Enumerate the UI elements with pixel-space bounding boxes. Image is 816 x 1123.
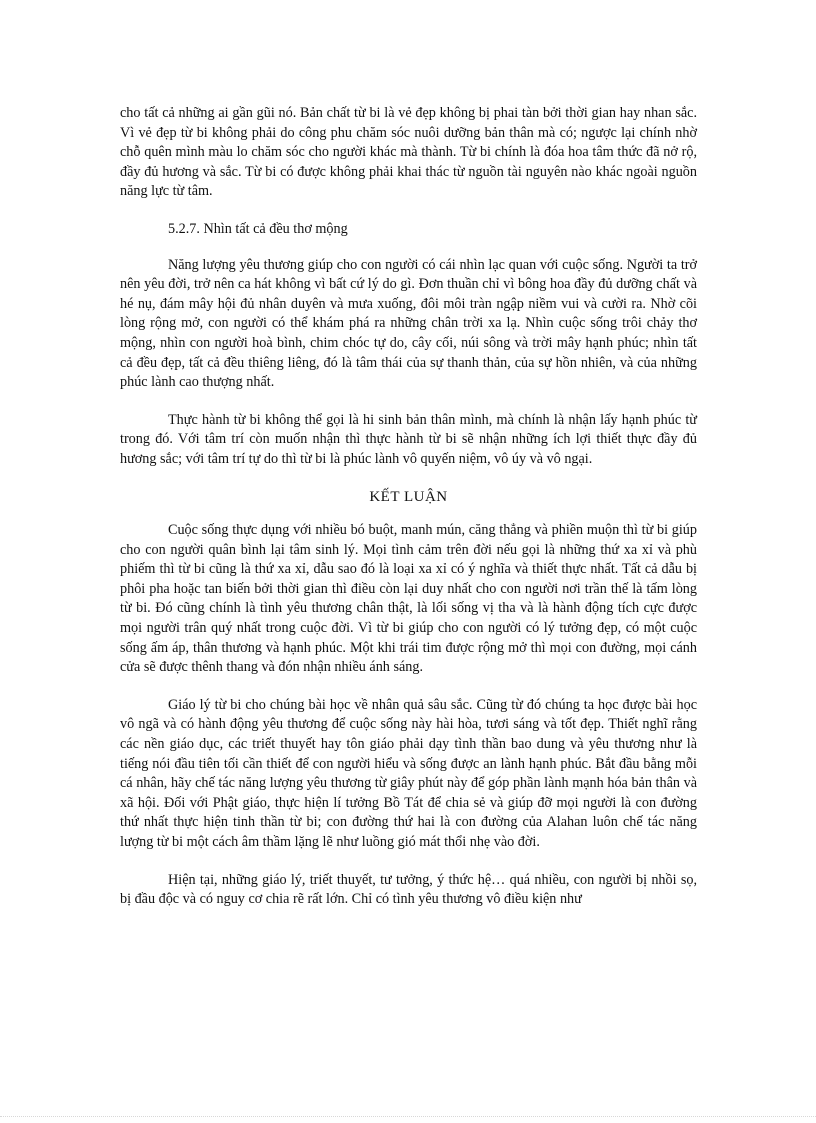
conclusion-heading: KẾT LUẬN — [369, 488, 448, 505]
page-bottom-divider — [0, 1116, 816, 1117]
paragraph: cho tất cả những ai gần gũi nó. Bản chất từ bi là vẻ đẹp không bị phai tàn bởi thời gian hay nhan sắc. Vì vẻ đẹp từ bi không phải do công phu chăm sóc nuôi dưỡng bản thân mà có; ngược lại chính nhờ chỗ quên mình màu lo chăm sóc cho người khác mà thành. Từ bi chính là đóa hoa tâm thức đã nở rộ, đầy đủ hương và sắc. Từ bi có được không phải khai thác từ nguồn tài nguyên nào khác ngoài nguồn năng lực từ tâm. — [120, 105, 697, 200]
paragraph: Hiện tại, những giáo lý, triết thuyết, tư tưởng, ý thức hệ… quá nhiều, con người bị nhồi sọ, bị đầu độc và có nguy cơ chia rẽ rất lớn. Chỉ có tình yêu thương vô điều kiện như — [120, 871, 697, 908]
paragraph: Thực hành từ bi không thể gọi là hi sinh bản thân mình, mà chính là nhận lấy hạnh phúc từ trong đó. Với tâm trí còn muốn nhận thì thực hành từ bi sẽ nhận những ích lợi thiết thực đầy đủ hương sắc; với tâm trí tự do thì từ bi là phúc lành vô quyến niệm, vô úy và vô ngại. — [120, 411, 697, 467]
paragraph: Giáo lý từ bi cho chúng bài học về nhân quả sâu sắc. Cũng từ đó chúng ta học được bài học vô ngã và có hành động yêu thương để cuộc sống này hài hòa, tươi sáng và tốt đẹp. Thiết nghĩ rằng các nền giáo dục, các triết thuyết hay tôn giáo phải dạy tình thần bao dung và yêu thương như là tiếng nói đầu tiên tối cần thiết để con người hiểu và sống được an lành hạnh phúc. Bắt đầu bằng mỗi cá nhân, hãy chế tác năng lượng yêu thương từ giây phút này để góp phần lành mạnh hóa bản thân và xã hội. Đối với Phật giáo, thực hiện lí tưởng Bồ Tát để chia sẻ và giúp đỡ mọi người là con đường thứ nhất thực hiện tinh thần từ bi; con đường thứ hai là con đường của Alahan luôn chế tác năng lượng từ bi một cách âm thầm lặng lẽ như luồng gió mát thổi nhẹ vào đời. — [120, 696, 697, 850]
paragraph: Năng lượng yêu thương giúp cho con người có cái nhìn lạc quan với cuộc sống. Người ta trở nên yêu đời, trở nên ca hát không vì bất cứ lý do gì. Đơn thuần chỉ vì bông hoa đầy đủ dưỡng chất và hé nụ, đám mây hội đủ nhân duyên và mưa xuống, đôi môi tràn ngập niềm vui và cười ra. Nhờ cõi lòng rộng mở, con người có thể khám phá ra những chân trời xa lạ. Nhìn cuộc sống trôi chảy thơ mộng, nhìn con người hoà bình, chim chóc tự do, cây cối, núi sông và trời mây hạnh phúc; nhìn tất cả đều đẹp, tất cả đều thiêng liêng, đó là tâm thái của sự thanh thản, của sự hồn nhiên, và của những phúc lành cao thượng nhất. — [120, 256, 697, 391]
paragraph: Cuộc sống thực dụng với nhiều bó buột, manh mún, căng thẳng và phiền muộn thì từ bi giúp cho con người quân bình lại tâm sinh lý. Mọi tình cảm trên đời nếu gọi là những thứ xa xỉ và phù phiếm thì từ bi cũng là thứ xa xỉ, dẫu sao đó là loại xa xỉ có ý nghĩa và thiết thực nhất. Tất cả dẫu bị phôi pha hoặc tan biến bởi thời gian thì điều còn lại duy nhất cho con người nơi trần thế là tấm lòng từ bi. Đó cũng chính là tình yêu thương chân thật, là lối sống vị tha và là hành động tích cực được mọi người trân quý nhất trong cuộc đời. Vì từ bi giúp cho con người có lý tưởng đẹp, có một cuộc sống ấm áp, thân thương và hạnh phúc. Một khi trái tim được rộng mở thì mọi con đường, mọi cánh cửa sẽ được thênh thang và đón nhận nhiều ánh sáng. — [120, 522, 697, 676]
document-body — [120, 104, 697, 928]
section-heading: 5.2.7. Nhìn tất cả đều thơ mộng — [168, 220, 348, 237]
